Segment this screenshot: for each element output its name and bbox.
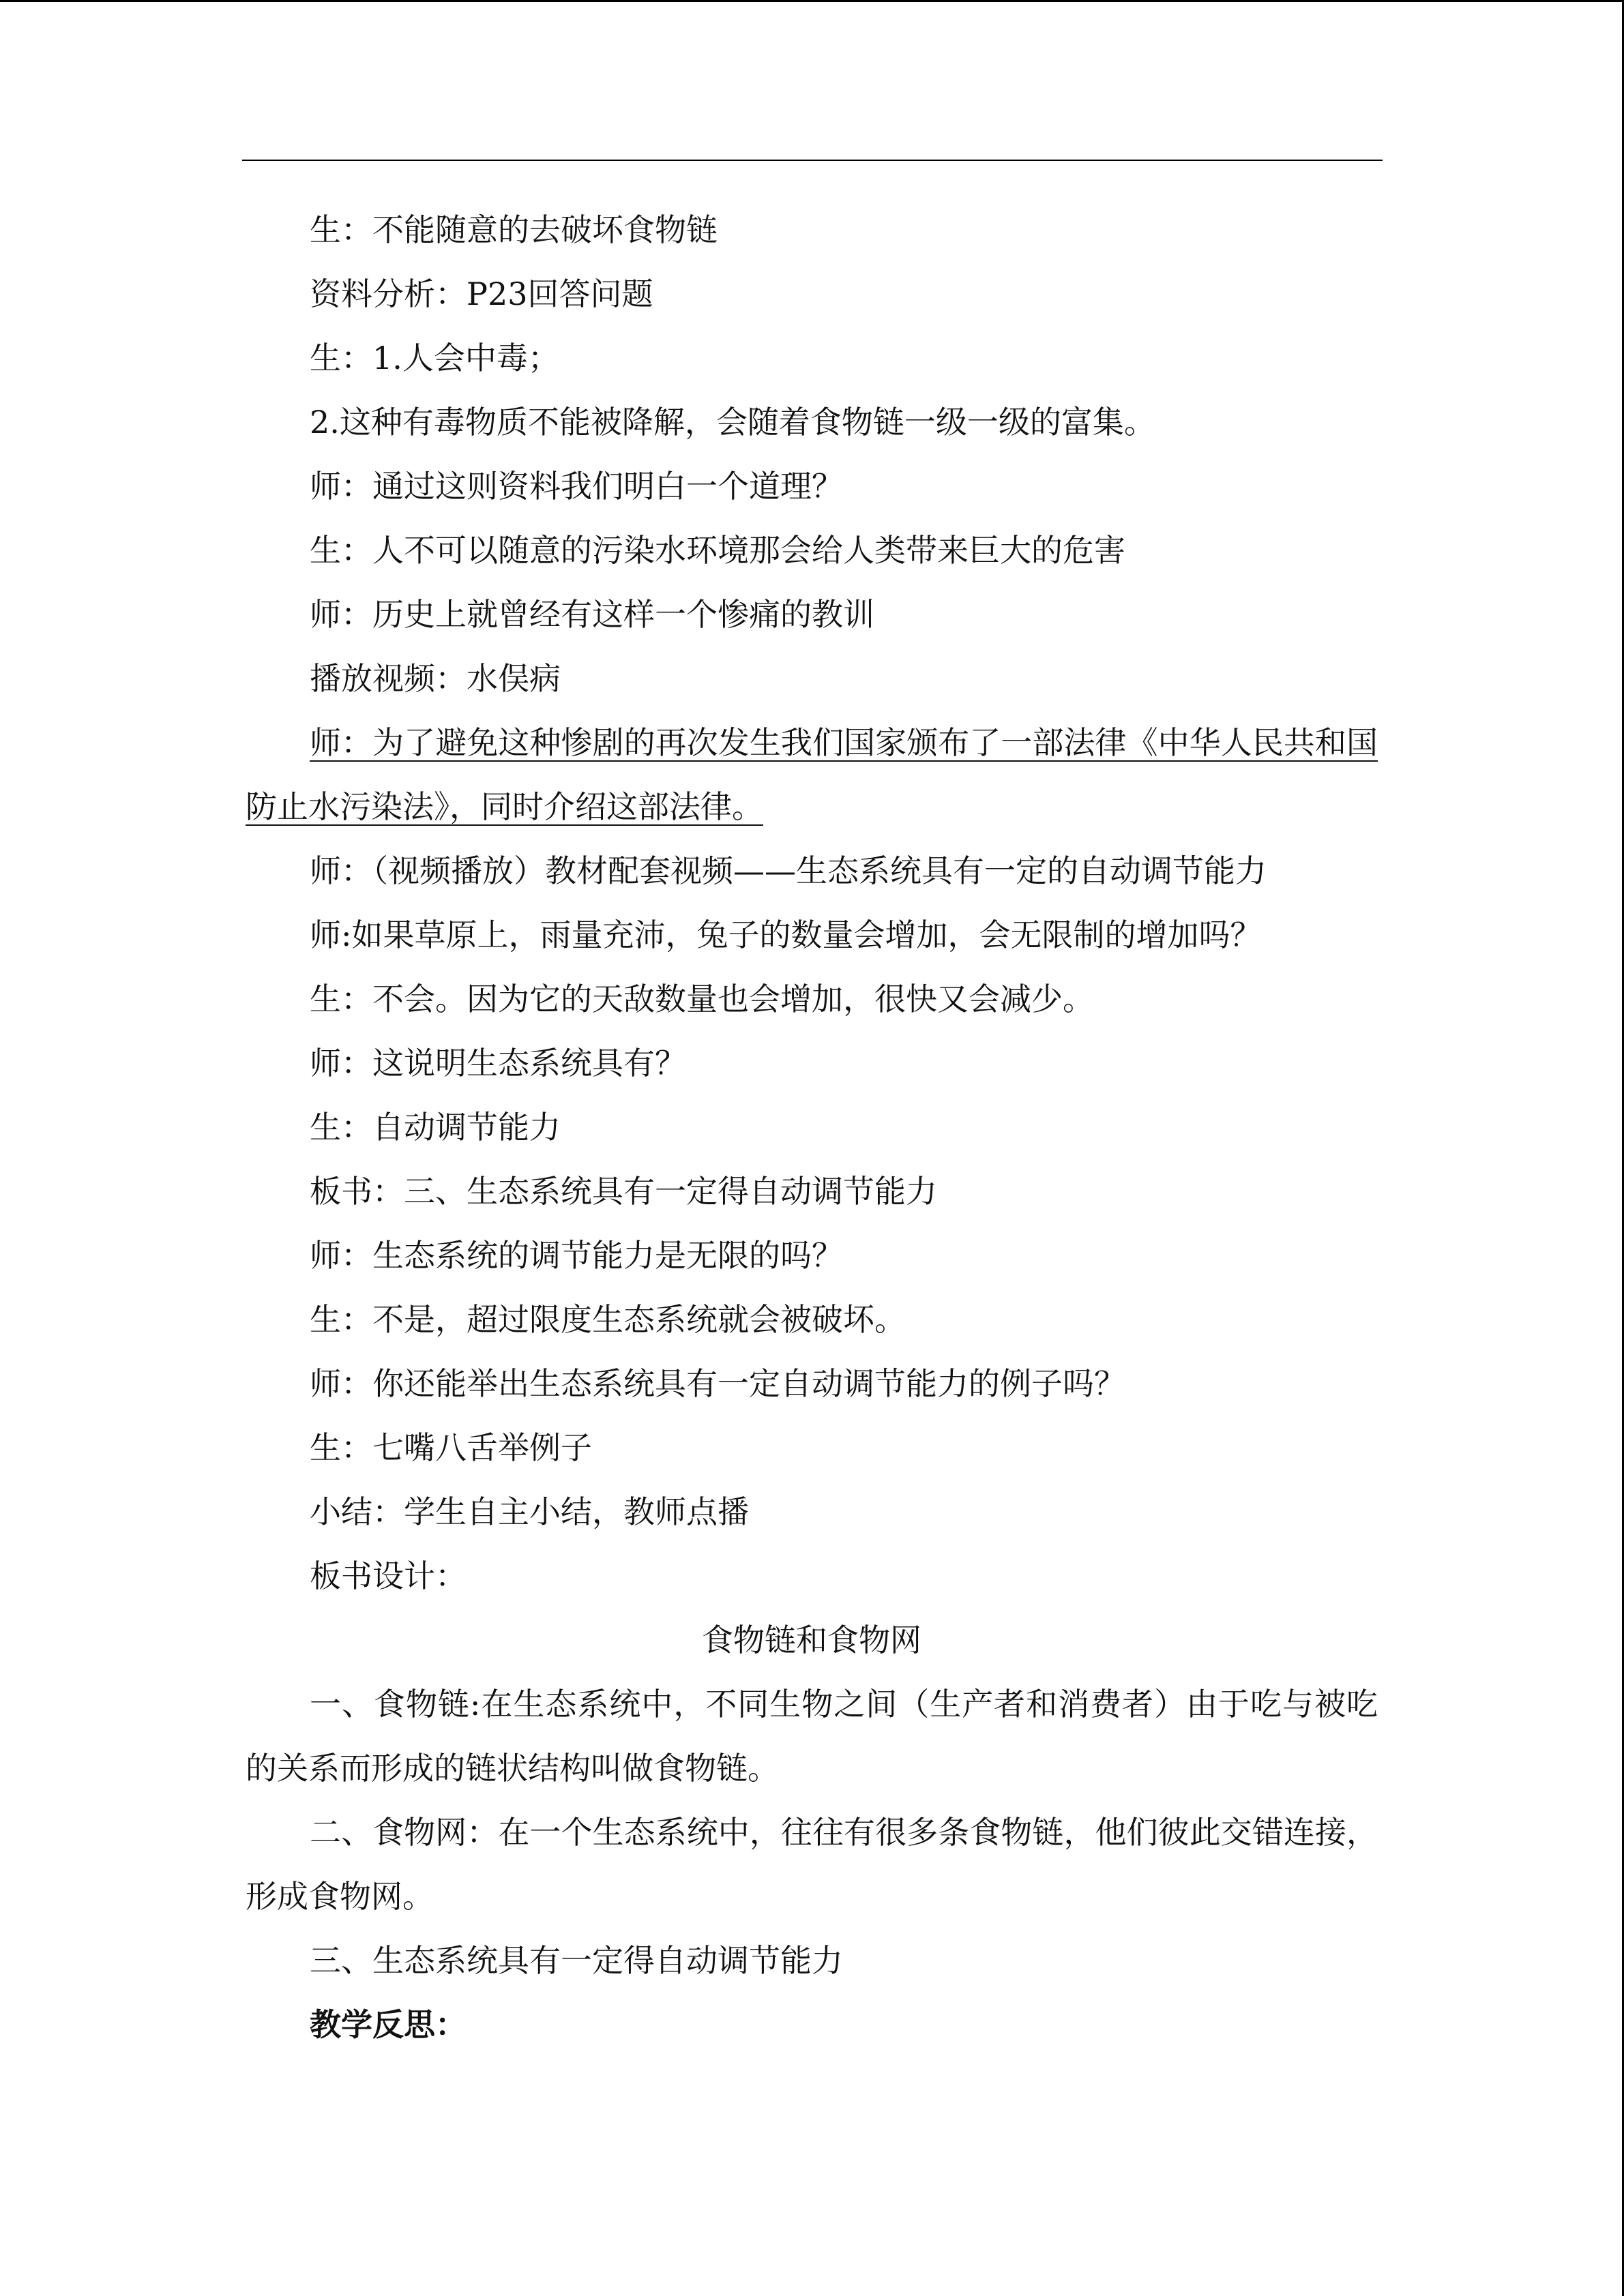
underlined-paragraph xyxy=(246,711,1378,839)
text-line: 师：生态系统的调节能力是无限的吗？ xyxy=(310,1237,843,1274)
board-item-food-chain: 一、食物链:在生态系统中，不同生物之间（生产者和消费者）由于吃与被吃的关系而形成的链状结构叫做食物链。 xyxy=(246,1686,1378,1787)
board-item-self-regulation: 三、生态系统具有一定得自动调节能力 xyxy=(310,1942,843,1979)
text-line: 师：（视频播放）教材配套视频——生态系统具有一定的自动调节能力 xyxy=(310,852,1267,889)
document-body xyxy=(246,198,1378,2057)
header-rule xyxy=(242,160,1383,161)
text-line: 师：历史上就曾经有这样一个惨痛的教训 xyxy=(310,596,874,633)
text-line: 2.这种有毒物质不能被降解，会随着食物链一级一级的富集。 xyxy=(310,404,1155,441)
text-line: 生：人不可以随意的污染水环境那会给人类带来巨大的危害 xyxy=(310,532,1125,569)
text-line: 师:如果草原上，雨量充沛，兔子的数量会增加，会无限制的增加吗？ xyxy=(310,916,1262,953)
text-line: 生：1.人会中毒； xyxy=(310,340,559,376)
text-line: 生：不能随意的去破坏食物链 xyxy=(310,211,718,248)
text-line: 板书：三、生态系统具有一定得自动调节能力 xyxy=(310,1173,937,1210)
board-item-food-web: 二、食物网：在一个生态系统中，往往有很多条食物链，他们彼此交错连接，形成食物网。 xyxy=(246,1814,1378,1915)
text-line: 播放视频：水俣病 xyxy=(310,660,561,697)
underlined-text: 师：为了避免这种惨剧的再次发生我们国家颁布了一部法律《中华人民共和国防止水污染法》，同时介绍这部法律。 xyxy=(246,724,1378,825)
text-line: 师：你还能举出生态系统具有一定自动调节能力的例子吗？ xyxy=(310,1365,1125,1402)
text-line: 小结：学生自主小结，教师点播 xyxy=(310,1493,749,1530)
text-line: 生：七嘴八舌举例子 xyxy=(310,1429,592,1466)
board-title: 食物链和食物网 xyxy=(702,1622,921,1658)
text-line: 生：自动调节能力 xyxy=(310,1109,561,1146)
page-frame-top-border xyxy=(0,0,1624,2)
text-line: 师：通过这则资料我们明白一个道理？ xyxy=(310,468,843,505)
text-line: 生：不是，超过限度生态系统就会被破坏。 xyxy=(310,1301,906,1338)
text-line: 板书设计： xyxy=(310,1557,467,1594)
text-line: 生：不会。因为它的天敌数量也会增加，很快又会减少。 xyxy=(310,981,1094,1017)
reflection-heading: 教学反思： xyxy=(310,2006,467,2043)
text-line: 师：这说明生态系统具有？ xyxy=(310,1045,686,1082)
text-line: 资料分析：P23回答问题 xyxy=(310,275,653,312)
